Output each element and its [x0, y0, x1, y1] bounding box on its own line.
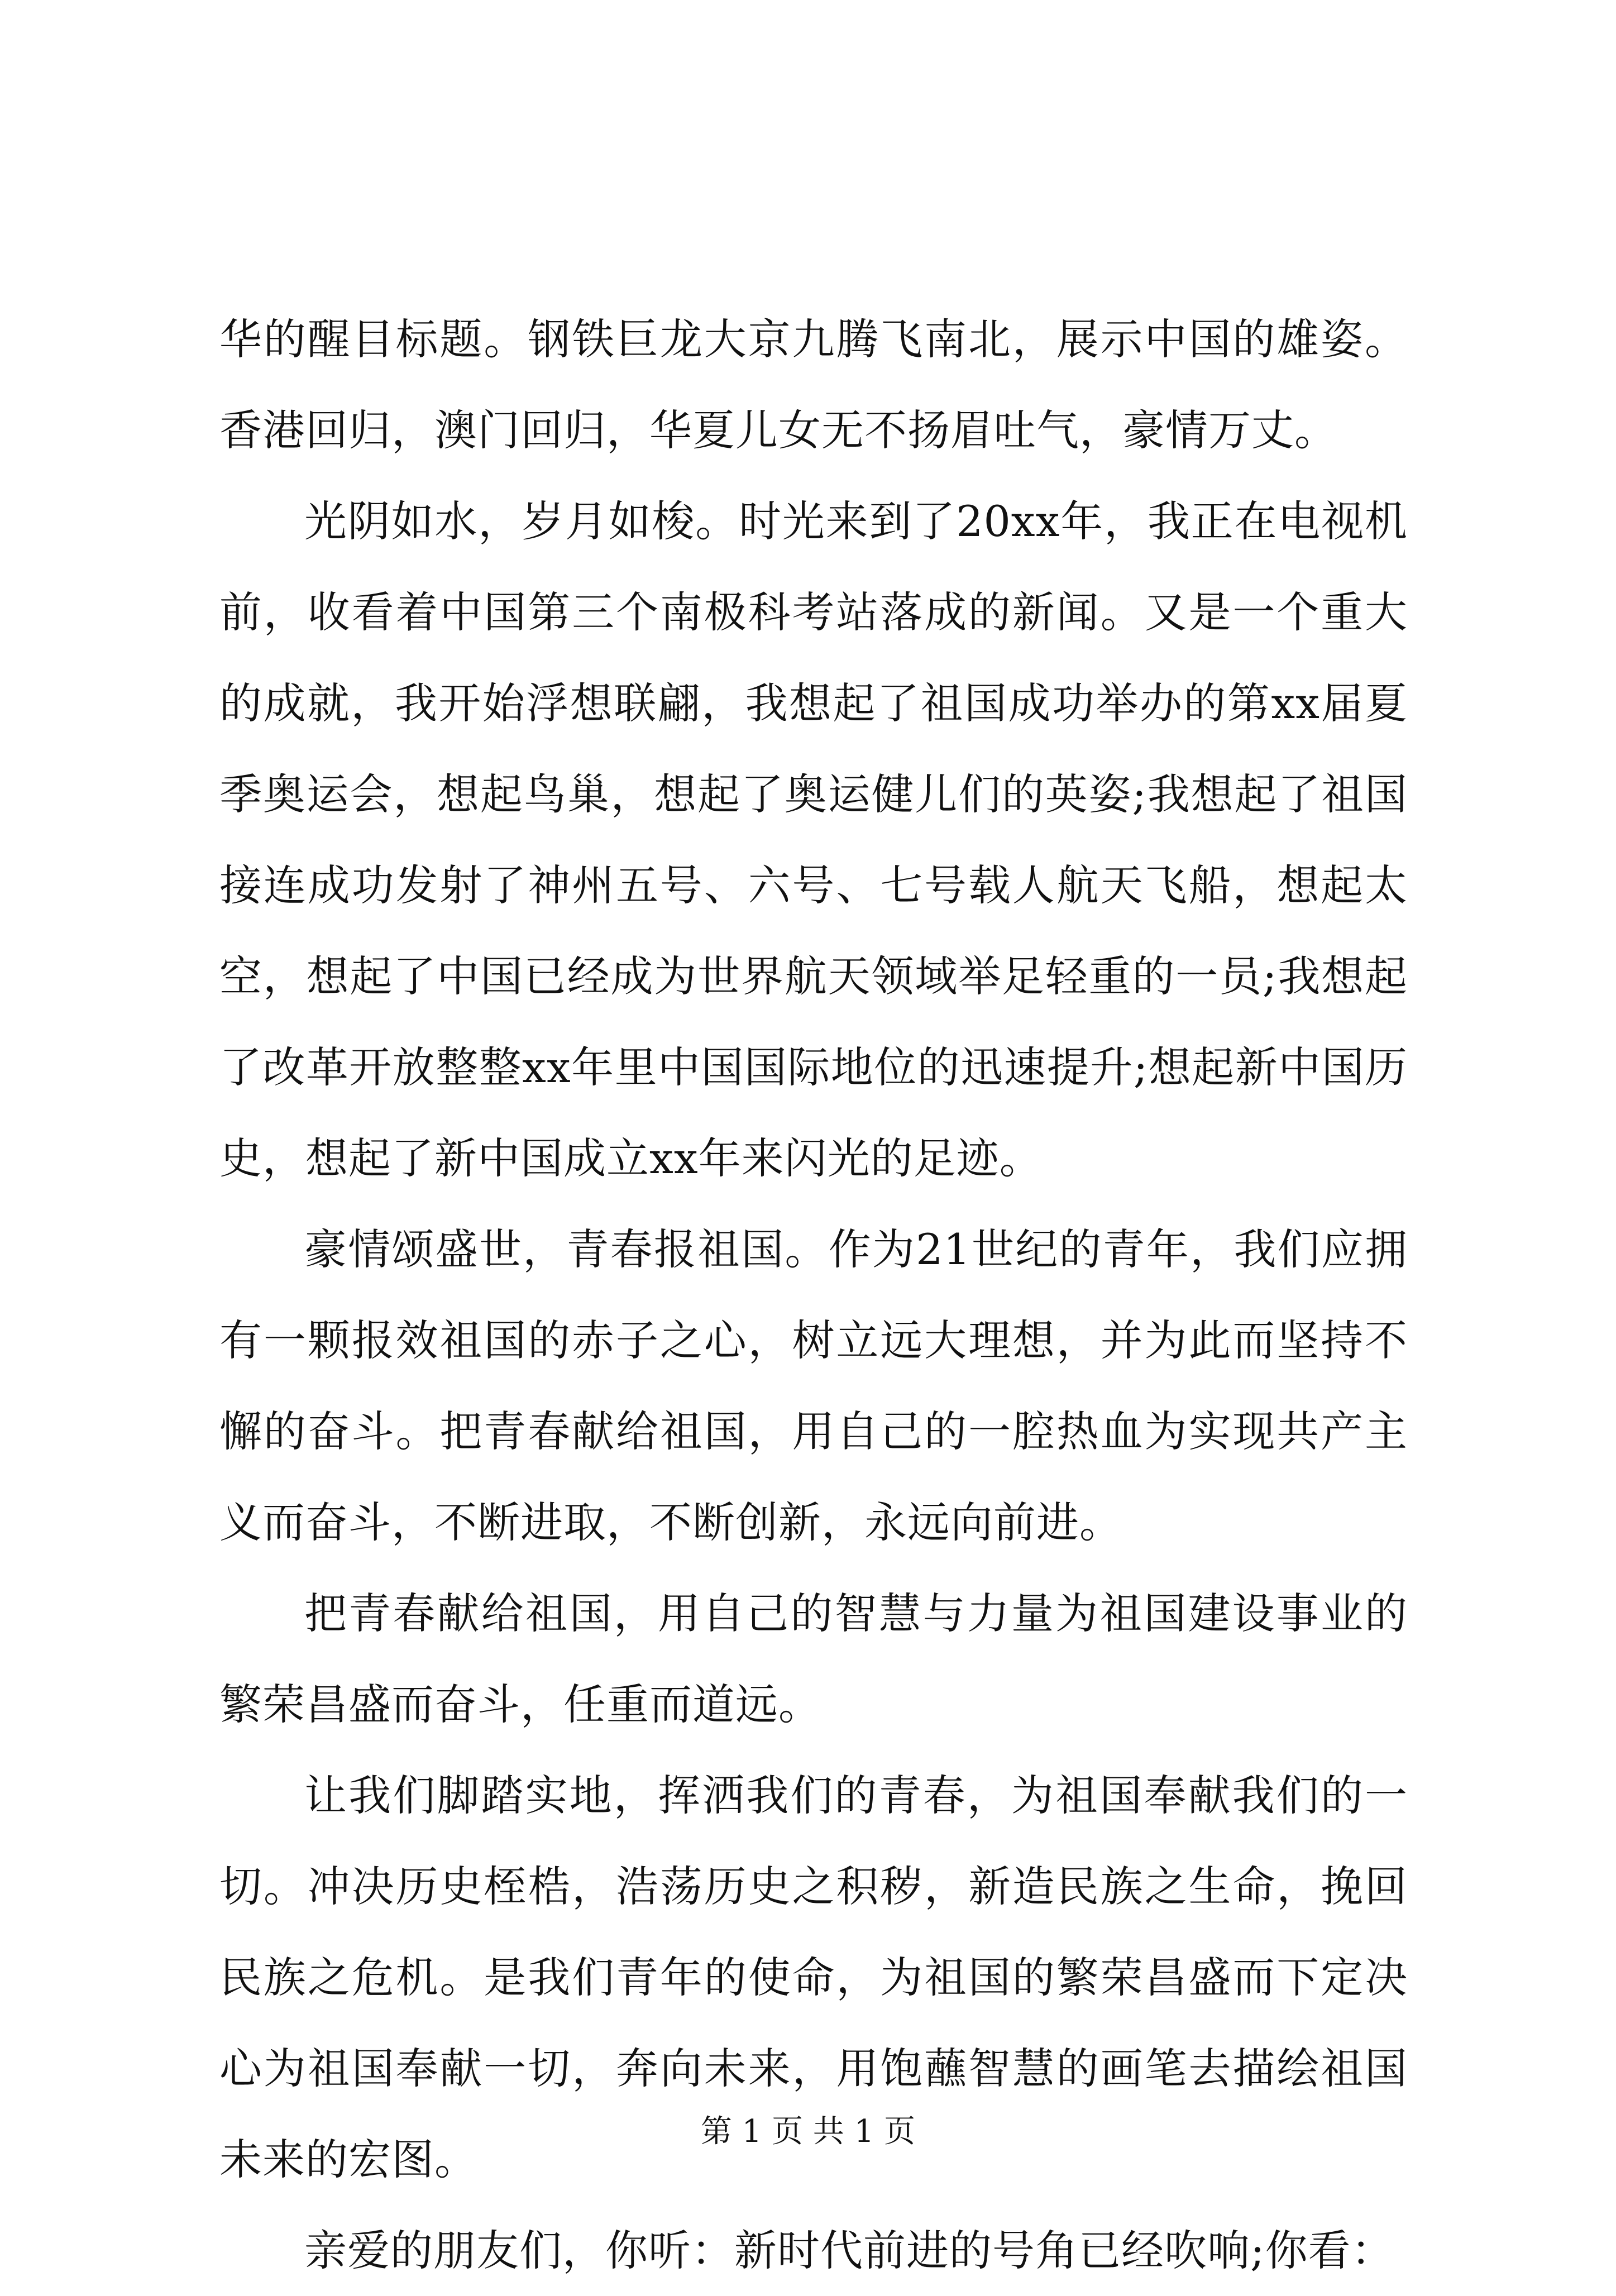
paragraph-5: 让我们脚踏实地，挥洒我们的青春，为祖国奉献我们的一切。冲决历史桎梏，浩荡历史之积秽，新造民族之生命，挽回民族之危机。是我们青年的使命，为祖国的繁荣昌盛而下定决心为祖国奉献一切，奔向未来，用饱蘸智慧的画笔去描绘祖国未来的宏图。: [219, 1771, 1408, 2184]
document-body: [219, 294, 1408, 2296]
paragraph-4: 把青春献给祖国，用自己的智慧与力量为祖国建设事业的繁荣昌盛而奋斗，任重而道远。: [219, 1589, 1408, 1729]
paragraph-1: 华的醒目标题。钢铁巨龙大京九腾飞南北，展示中国的雄姿。香港回归，澳门回归，华夏儿女无不扬眉吐气，豪情万丈。: [219, 314, 1408, 455]
paragraph-6: 亲爱的朋友们，你听：新时代前进的号角已经吹响;你看：: [304, 2226, 1394, 2275]
paragraph-2: 光阴如水，岁月如梭。时光来到了20xx年，我正在电视机前，收看着中国第三个南极科考站落成的新闻。又是一个重大的成就，我开始浮想联翩，我想起了祖国成功举办的第xx届夏季奥运会，想起鸟巢，想起了奥运健儿们的英姿;我想起了祖国接连成功发射了神州五号、六号、七号载人航天飞船，想起太空，想起了中国已经成为世界航天领域举足轻重的一员;我想起了改革开放整整xx年里中国国际地位的迅速提升;想起新中国历史，想起了新中国成立xx年来闪光的足迹。: [219, 496, 1408, 1183]
page-footer: 第 1 页 共 1 页: [700, 2113, 916, 2150]
paragraph-3: 豪情颂盛世，青春报祖国。作为21世纪的青年，我们应拥有一颗报效祖国的赤子之心，树立远大理想，并为此而坚持不懈的奋斗。把青春献给祖国，用自己的一腔热血为实现共产主义而奋斗，不断进取，不断创新，永远向前进。: [219, 1224, 1408, 1547]
